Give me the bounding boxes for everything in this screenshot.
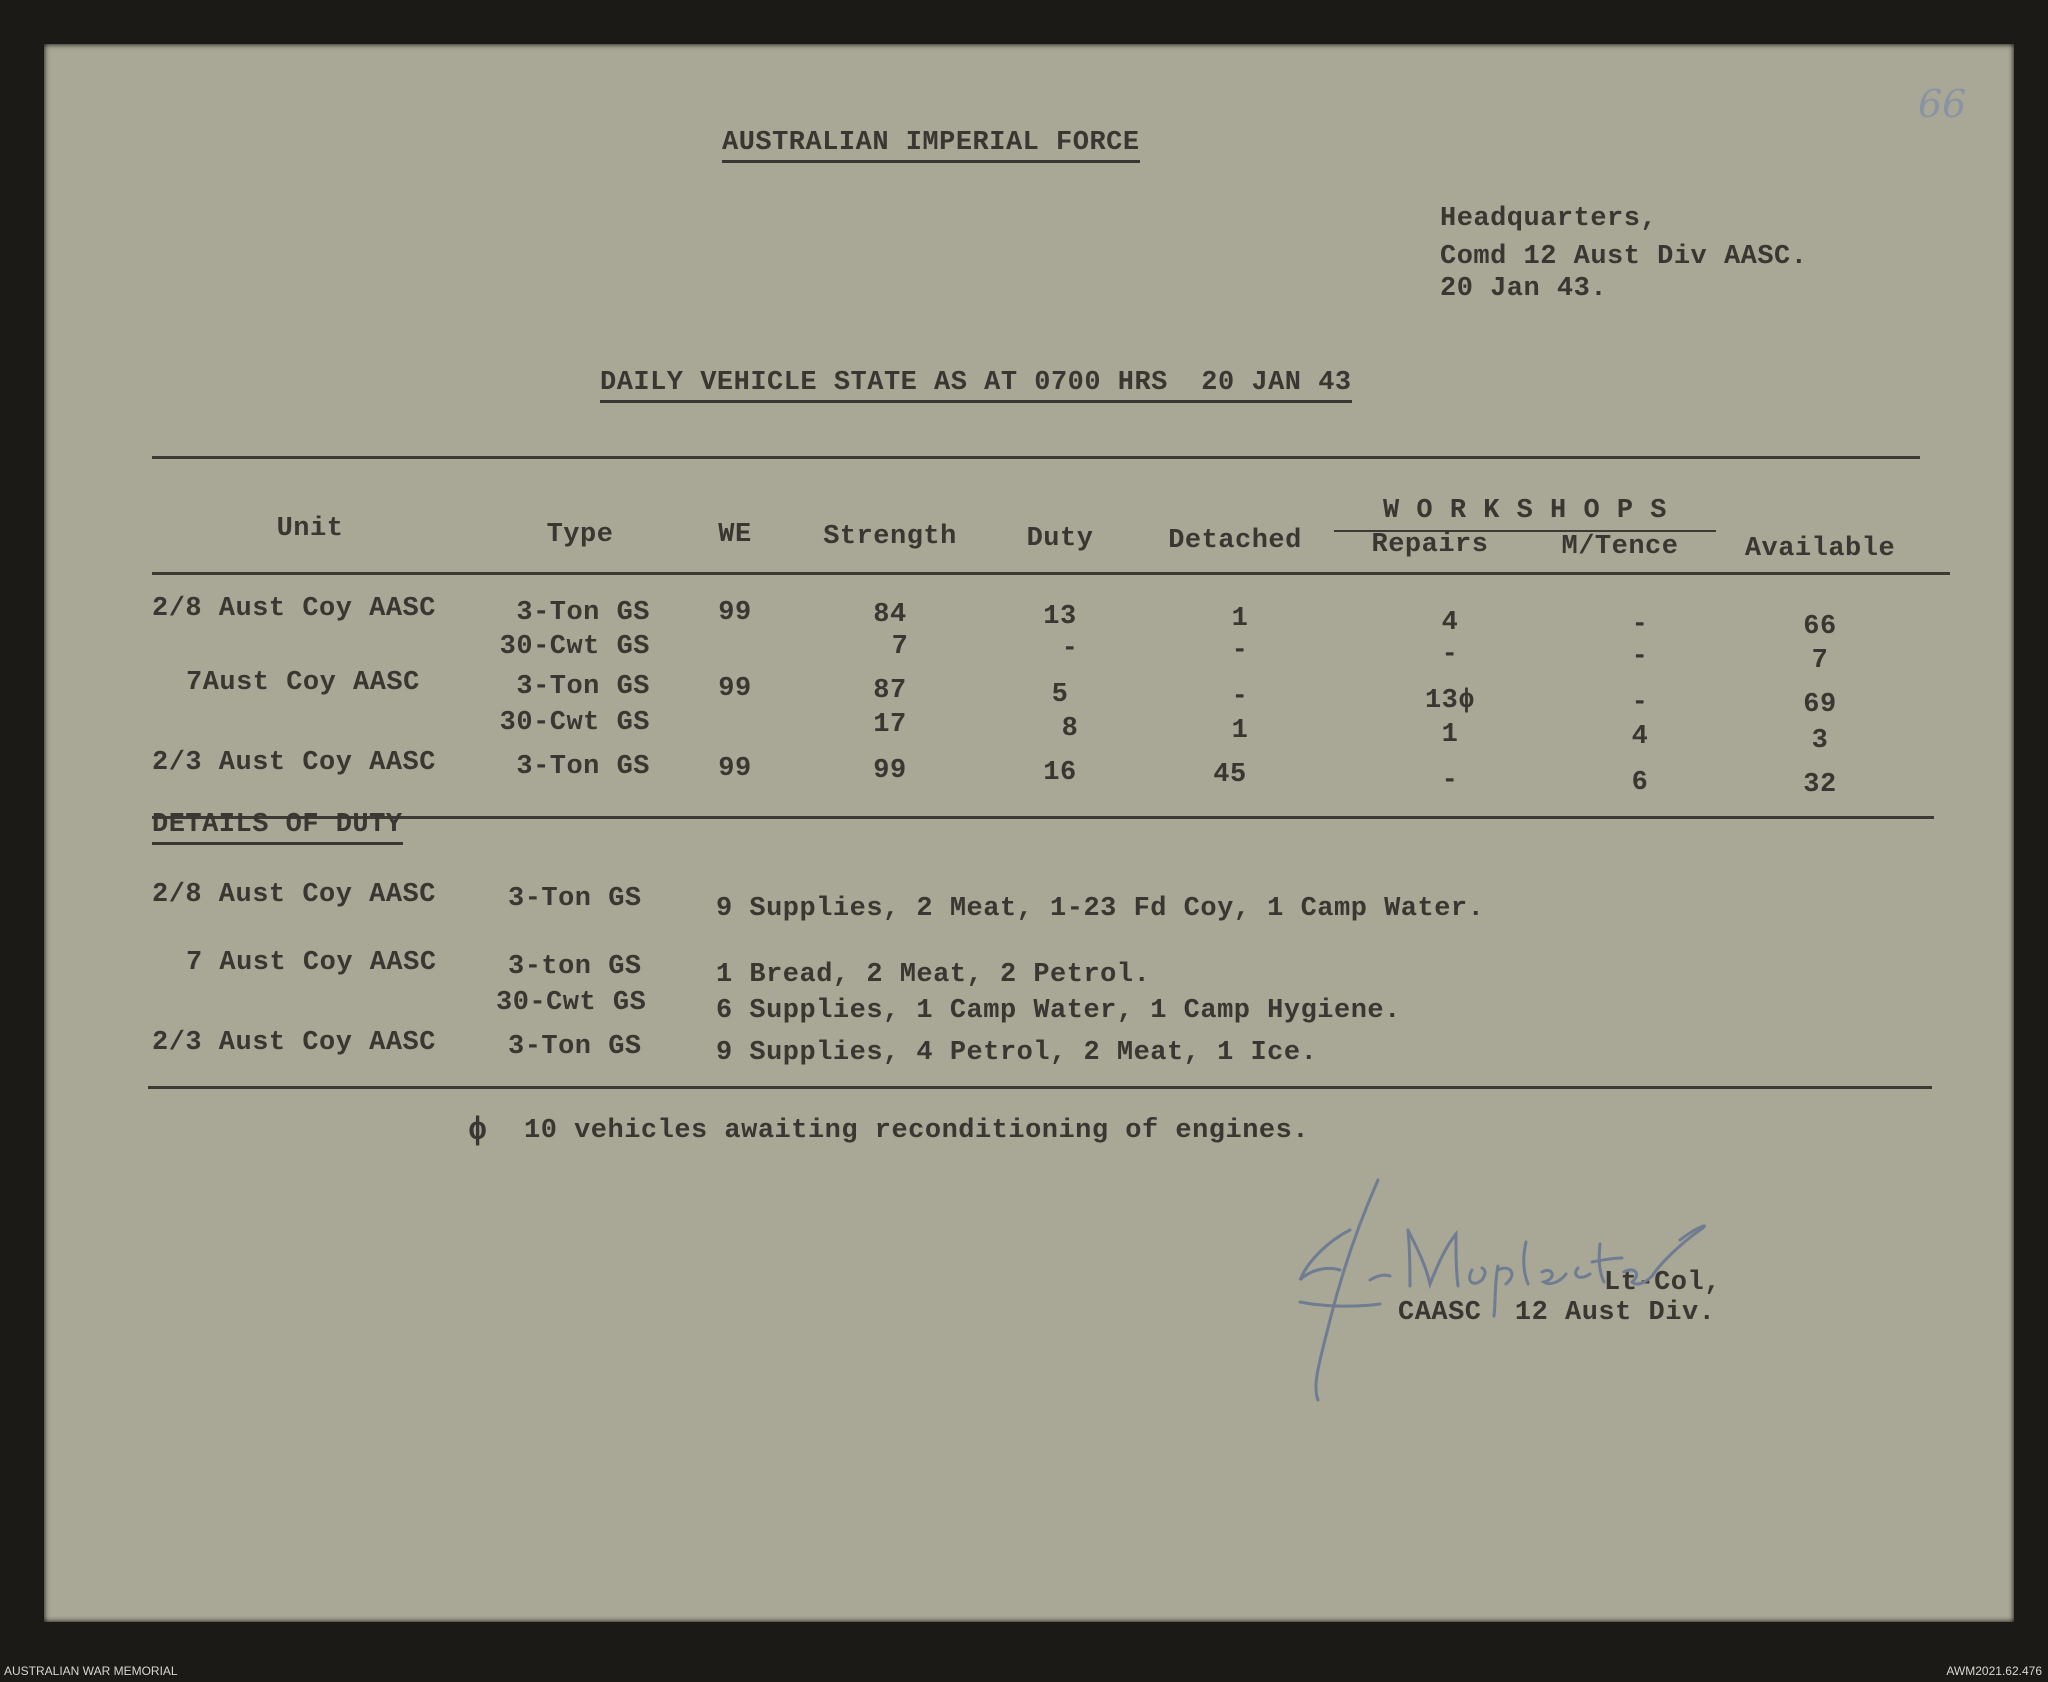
- handwritten-signature: [1260, 1170, 1720, 1410]
- header-detached: Detached: [1168, 526, 1302, 556]
- cell-repairs: 13ϕ: [1424, 686, 1476, 716]
- cell-type: 3-Ton GS: [516, 598, 650, 628]
- table-top-rule: [152, 456, 1920, 459]
- footer-source: AUSTRALIAN WAR MEMORIAL: [4, 1664, 178, 1678]
- header-unit: Unit: [276, 514, 344, 544]
- cell-detached: -: [1231, 636, 1249, 666]
- document-heading: AUSTRALIAN IMPERIAL FORCE: [722, 128, 1140, 163]
- cell-mtence: 6: [1631, 768, 1649, 798]
- details-heading: DETAILS OF DUTY: [152, 810, 403, 845]
- header-mtence: M/Tence: [1561, 532, 1679, 562]
- detail-text: 6 Supplies, 1 Camp Water, 1 Camp Hygiene.: [716, 996, 1401, 1026]
- header-bottom-rule: [152, 572, 1950, 575]
- footnote-mark: ϕ: [468, 1112, 488, 1149]
- detail-type: 30-Cwt GS: [496, 988, 647, 1018]
- cell-we: 99: [718, 754, 752, 784]
- cell-duty: -: [1061, 634, 1079, 664]
- cell-duty: 5: [1051, 680, 1069, 710]
- address-date: 20 Jan 43.: [1440, 274, 1608, 304]
- header-workshops: W O R K S H O P S: [1383, 496, 1667, 526]
- pencil-folio-number: 66: [1918, 82, 1967, 126]
- cell-we: 99: [718, 674, 752, 704]
- detail-text: 1 Bread, 2 Meat, 2 Petrol.: [716, 960, 1151, 990]
- cell-strength: 87: [873, 676, 907, 706]
- cell-type: 30-Cwt GS: [499, 708, 650, 738]
- cell-available: 3: [1811, 726, 1829, 756]
- cell-mtence: 4: [1631, 722, 1649, 752]
- cell-strength: 17: [873, 710, 907, 740]
- details-bottom-rule: [148, 1086, 1932, 1089]
- footer-reference: AWM2021.62.476: [1946, 1664, 2042, 1678]
- cell-duty: 16: [1043, 758, 1077, 788]
- cell-strength: 7: [891, 632, 909, 662]
- address-line-2: Comd 12 Aust Div AASC.: [1440, 242, 1808, 272]
- footnote-text: 10 vehicles awaiting reconditioning of engines.: [524, 1116, 1310, 1146]
- cell-type: 3-Ton GS: [516, 752, 650, 782]
- cell-available: 32: [1803, 770, 1837, 800]
- cell-repairs: -: [1441, 640, 1459, 670]
- cell-detached: 1: [1231, 716, 1249, 746]
- detail-text: 9 Supplies, 2 Meat, 1-23 Fd Coy, 1 Camp Water.: [716, 894, 1485, 924]
- cell-available: 69: [1803, 690, 1837, 720]
- cell-detached: 1: [1231, 604, 1249, 634]
- cell-repairs: -: [1441, 766, 1459, 796]
- detail-type: 3-ton GS: [508, 952, 642, 982]
- header-duty: Duty: [1026, 524, 1094, 554]
- cell-mtence: -: [1631, 642, 1649, 672]
- detail-type: 3-Ton GS: [508, 1032, 642, 1062]
- detail-type: 3-Ton GS: [508, 884, 642, 914]
- header-available: Available: [1744, 534, 1896, 564]
- detail-unit: 7 Aust Coy AASC: [186, 948, 437, 978]
- cell-unit: 2/3 Aust Coy AASC: [152, 748, 436, 778]
- header-strength: Strength: [823, 522, 957, 552]
- header-repairs: Repairs: [1371, 530, 1489, 560]
- cell-unit: 7Aust Coy AASC: [186, 668, 420, 698]
- cell-repairs: 4: [1441, 608, 1459, 638]
- cell-type: 30-Cwt GS: [499, 632, 650, 662]
- cell-type: 3-Ton GS: [516, 672, 650, 702]
- address-line-1: Headquarters,: [1440, 204, 1658, 234]
- detail-text: 9 Supplies, 4 Petrol, 2 Meat, 1 Ice.: [716, 1038, 1318, 1068]
- header-we: WE: [718, 520, 752, 550]
- cell-available: 66: [1803, 612, 1837, 642]
- report-title: DAILY VEHICLE STATE AS AT 0700 HRS 20 JAN 43: [600, 368, 1352, 403]
- cell-we: 99: [718, 598, 752, 628]
- signatory-appointment: CAASC 12 Aust Div.: [1398, 1298, 1716, 1328]
- cell-strength: 84: [873, 600, 907, 630]
- cell-mtence: -: [1631, 688, 1649, 718]
- cell-duty: 13: [1043, 602, 1077, 632]
- cell-detached: -: [1231, 682, 1249, 712]
- cell-detached: 45: [1213, 760, 1247, 790]
- header-type: Type: [546, 520, 614, 550]
- cell-duty: 8: [1061, 714, 1079, 744]
- detail-unit: 2/3 Aust Coy AASC: [152, 1028, 436, 1058]
- cell-available: 7: [1811, 646, 1829, 676]
- cell-strength: 99: [873, 756, 907, 786]
- signatory-rank: Lt-Col,: [1604, 1268, 1721, 1298]
- cell-mtence: -: [1631, 610, 1649, 640]
- cell-unit: 2/8 Aust Coy AASC: [152, 594, 436, 624]
- table-bottom-rule: [152, 816, 1934, 819]
- cell-repairs: 1: [1441, 720, 1459, 750]
- detail-unit: 2/8 Aust Coy AASC: [152, 880, 436, 910]
